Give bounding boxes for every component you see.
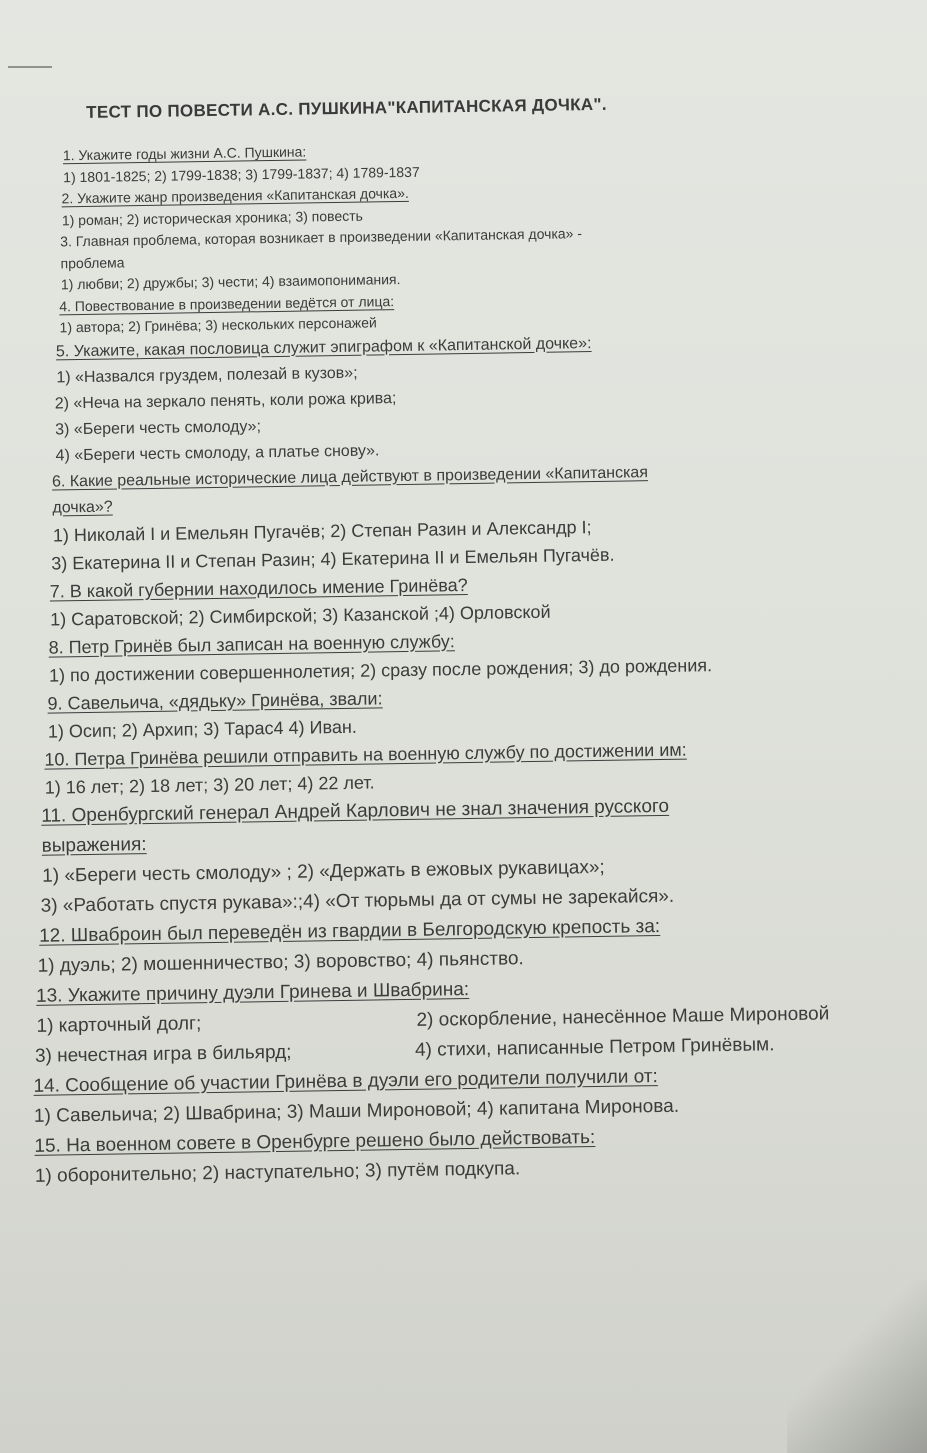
- question-text: 10. Петра Гринёва решили отправить на военную службу по достижении им:: [44, 739, 687, 770]
- answer-options: 1) Николай I и Емельян Пугачёв; 2) Степан Разин и Александр I;: [52, 516, 592, 546]
- answer-options: 1) дуэль; 2) мошенничество; 3) воровство; 4) пьянство.: [37, 947, 524, 977]
- answer-options: 1) «Назвался груздем, полезай в кузов»;: [56, 364, 358, 386]
- answer-options: 1) «Береги честь смолоду» ; 2) «Держать в ежовых рукавицах»;: [42, 856, 605, 887]
- question-text: 15. На военном совете в Оренбурге решено было действовать:: [34, 1126, 596, 1157]
- answer-option-right: 4) стихи, написанные Петром Гринёвым.: [414, 1033, 775, 1061]
- answer-options: 1) любви; 2) дружбы; 3) чести; 4) взаимопонимания.: [60, 271, 401, 293]
- question-text: 5. Укажите, какая пословица служит эпиграфом к «Капитанской дочке»:: [55, 334, 592, 360]
- document-title: ТЕСТ ПО ПОВЕСТИ А.С. ПУШКИНА"КАПИТАНСКАЯ ДОЧКА".: [86, 94, 607, 122]
- question-text: 4. Повествование в произведении ведётся от лица:: [59, 292, 395, 314]
- answer-options: 1) Савельича; 2) Швабрина; 3) Маши Мироновой; 4) капитана Миронова.: [33, 1095, 680, 1127]
- answer-options: 3. Главная проблема, которая возникает в произведении «Капитанская дочка» -: [60, 225, 583, 250]
- question-text: 13. Укажите причину дуэли Гринева и Швабрина:: [35, 978, 470, 1007]
- question-text: 8. Петр Гринёв был записан на военную службу:: [48, 630, 456, 658]
- question-list: [19, 132, 927, 1192]
- pen-mark: [8, 66, 52, 68]
- question-text: 11. Оренбургский генерал Андрей Карлович не знал значения русского: [41, 795, 670, 827]
- answer-options: 4) «Береги честь смолоду, а платье снову».: [55, 441, 380, 464]
- answer-options: 2) «Неча на зеркало пенять, коли рожа крива;: [54, 389, 397, 412]
- answer-options: 1) по достижении совершеннолетия; 2) сразу после рождения; 3) до рождения.: [48, 654, 713, 686]
- question-text: 2. Укажите жанр произведения «Капитанская дочка».: [61, 184, 409, 207]
- question-text: 6. Какие реальные исторические лица действуют в произведении «Капитанская: [51, 463, 649, 491]
- question-text: 14. Сообщение об участии Гринёва в дуэли его родители получили от:: [33, 1065, 658, 1097]
- answer-options: 1) Саратовской; 2) Симбирской; 3) Казанской ;4) Орловской: [49, 601, 551, 630]
- answer-options: 1) 1801-1825; 2) 1799-1838; 3) 1799-1837; 4) 1789-1837: [63, 163, 420, 185]
- answer-options: 1) 16 лет; 2) 18 лет; 3) 20 лет; 4) 22 лет.: [44, 771, 375, 798]
- answer-option-left: 3) нечестная игра в бильярд;: [34, 1041, 292, 1067]
- answer-options: 1) роман; 2) историческая хроника; 3) повесть: [61, 207, 363, 228]
- question-text: 12. Шваброин был переведён из гвардии в Белгородскую крепость за:: [38, 915, 661, 947]
- answer-options: проблема: [60, 253, 125, 271]
- question-text: 7. В какой губернии находилось имение Гринёва?: [49, 574, 468, 602]
- answer-options: 3) «Работать спустя рукава»:;4) «От тюрьмы да от сумы не зарекайся».: [40, 885, 675, 917]
- page-shadow: [787, 1280, 927, 1453]
- answer-options: 1) оборонительно; 2) наступательно; 3) путём подкупа.: [34, 1157, 521, 1187]
- answer-option-left: 1) карточный долг;: [36, 1012, 202, 1037]
- question-text: дочка»?: [52, 498, 113, 517]
- answer-options: 1) автора; 2) Гринёва; 3) нескольких персонажей: [59, 314, 377, 336]
- answer-option-right: 2) оскорбление, нанесённое Маше Мироновой: [416, 1002, 830, 1031]
- answer-options: 3) «Береги честь смолоду»;: [55, 417, 262, 438]
- question-text: 1. Укажите годы жизни А.С. Пушкина:: [62, 143, 307, 164]
- question-text: выражения:: [41, 833, 147, 857]
- answer-options: 3) Екатерина II и Степан Разин; 4) Екатерина II и Емельян Пугачёв.: [51, 544, 615, 574]
- test-document: [18, 86, 927, 1192]
- answer-options: 1) Осип; 2) Архип; 3) Тарас4 4) Иван.: [47, 716, 357, 742]
- question-text: 9. Савельича, «дядьку» Гринёва, звали:: [47, 687, 383, 714]
